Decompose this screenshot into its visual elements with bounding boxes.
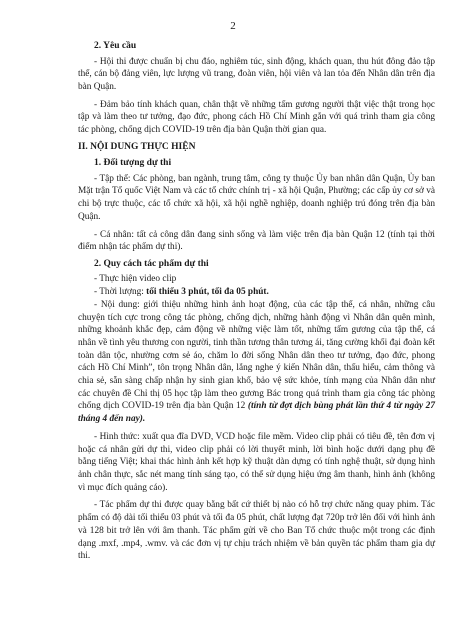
paragraph-thuc-hien: - Thực hiện video clip <box>94 274 177 285</box>
noi-dung-deadline: (tính từ đợt dịch bùng phát lần thứ 4 từ ngày 27 tháng 4 đến nay). <box>78 401 435 425</box>
heading-yeu-cau: 2. Yêu cầu <box>94 41 137 51</box>
paragraph-tac-pham: - Tác phẩm dự thi được quay bằng bất cứ thiết bị nào có hỗ trợ chức năng quay phim. Tác phẩm có độ dài tối thiểu 03 phút và tối đa 05 phút, chất lượng đạt 720p trở lên đối với hình ảnh và 128 bit trở lên với âm thanh. Tác phẩm gửi về cho Ban Tổ chức thuộc một trong các định dạng .mxf, .mp4, .wmv. và các đơn vị tự chịu trách nhiệm về bản quyền tác phẩm tham gia dự thi. <box>78 500 435 562</box>
paragraph-ca-nhan: - Cá nhân: tất cả công dân đang sinh sống và làm việc trên địa bàn Quận 12 (tính tại thời điểm nhận tác phẩm dự thi). <box>78 229 435 253</box>
paragraph-tap-the: - Tập thể: Các phòng, ban ngành, trung tâm, công ty thuộc Ủy ban nhân dân Quận, Ủy ban Mặt trận Tổ quốc Việt Nam và các tổ chức chính trị - xã hội Quận, Phường; các cấp ủy cơ sở và chi bộ trực thuộc, các tổ chức xã hội, xã hội nghề nghiệp, doanh nghiệp trú đóng trên địa bàn Quận. <box>78 173 435 222</box>
page-number: 2 <box>230 20 236 32</box>
thoi-luong-label: - Thời lượng: <box>94 287 147 298</box>
noi-dung-text: - Nội dung: giới thiệu những hình ảnh hoạt động, của các tập thể, cá nhân, những câu chuyện tích cực trong công tác phòng, chống dịch, những hành động vì Nhân dân quên mình, những khoảnh khắc đẹp, cảm động về những việc làm tốt, những tấm gương của tập thể, cá nhân về tình yêu thương con người, tinh thần tương thân tương ái, tăng cường khối đại đoàn kết toàn dân tộc, nhường cơm sẻ áo, chăm lo đời sống Nhân dân theo tư tưởng, đạo đức, phong cách Hồ Chí Minh”, tôn trọng Nhân dân, lắng nghe ý kiến Nhân dân, thấu hiểu, cảm thông và chia sẻ, sẵn sàng chấp nhận hy sinh gian khổ, bảo vệ sức khỏe, tính mạng của Nhân dân như các chuyên đề Chỉ thị 05 học tập làm theo gương Bác trong quá trình tham gia công tác phòng chống dịch COVID-19 trên địa bàn Quận 12 <box>78 299 435 412</box>
heading-noi-dung-thuc-hien: II. NỘI DUNG THỰC HIỆN <box>78 141 196 152</box>
document-body <box>78 36 435 563</box>
paragraph-noi-dung <box>78 299 435 426</box>
paragraph-yeu-cau-1: - Hội thi được chuẩn bị chu đáo, nghiêm túc, sinh động, khách quan, thu hút đông đảo tập thể, cán bộ đảng viên, lực lượng vũ trang, đoàn viên, hội viên và lan tỏa đến Nhân dân trên địa bàn Quận. <box>78 56 435 92</box>
thoi-luong-value: tối thiểu 3 phút, tối đa 05 phút. <box>146 287 269 298</box>
heading-doi-tuong: 1. Đối tượng dự thi <box>94 158 172 169</box>
paragraph-hinh-thuc: - Hình thức: xuất qua đĩa DVD, VCD hoặc file mềm. Video clip phải có tiêu đề, tên đơn vị hoặc cá nhân gửi dự thi, video clip phải có lời thuyết minh, lời bình hoặc dưới dạng phụ đề bằng tiếng Việt; khai thác hình ảnh kết hợp kỹ thuật dàn dựng có tính nghệ thuật, sử dụng hình ảnh chân thực, sắc nét mang tính sáng tạo, có thể sử dụng hiệu ứng âm thanh, hình ảnh (không vì mục đích quảng cáo). <box>78 431 435 493</box>
heading-quy-cach: 2. Quy cách tác phẩm dự thi <box>94 258 209 269</box>
paragraph-thoi-luong <box>78 286 435 299</box>
paragraph-yeu-cau-2: - Đảm bảo tính khách quan, chân thật về những tấm gương người thật việc thật trong học tập và làm theo tư tưởng, đạo đức, phong cách Hồ Chí Minh gắn với quá trình tham gia công tác phòng, chống dịch COVID-19 trên địa bàn Quận thời gian qua. <box>78 99 435 136</box>
